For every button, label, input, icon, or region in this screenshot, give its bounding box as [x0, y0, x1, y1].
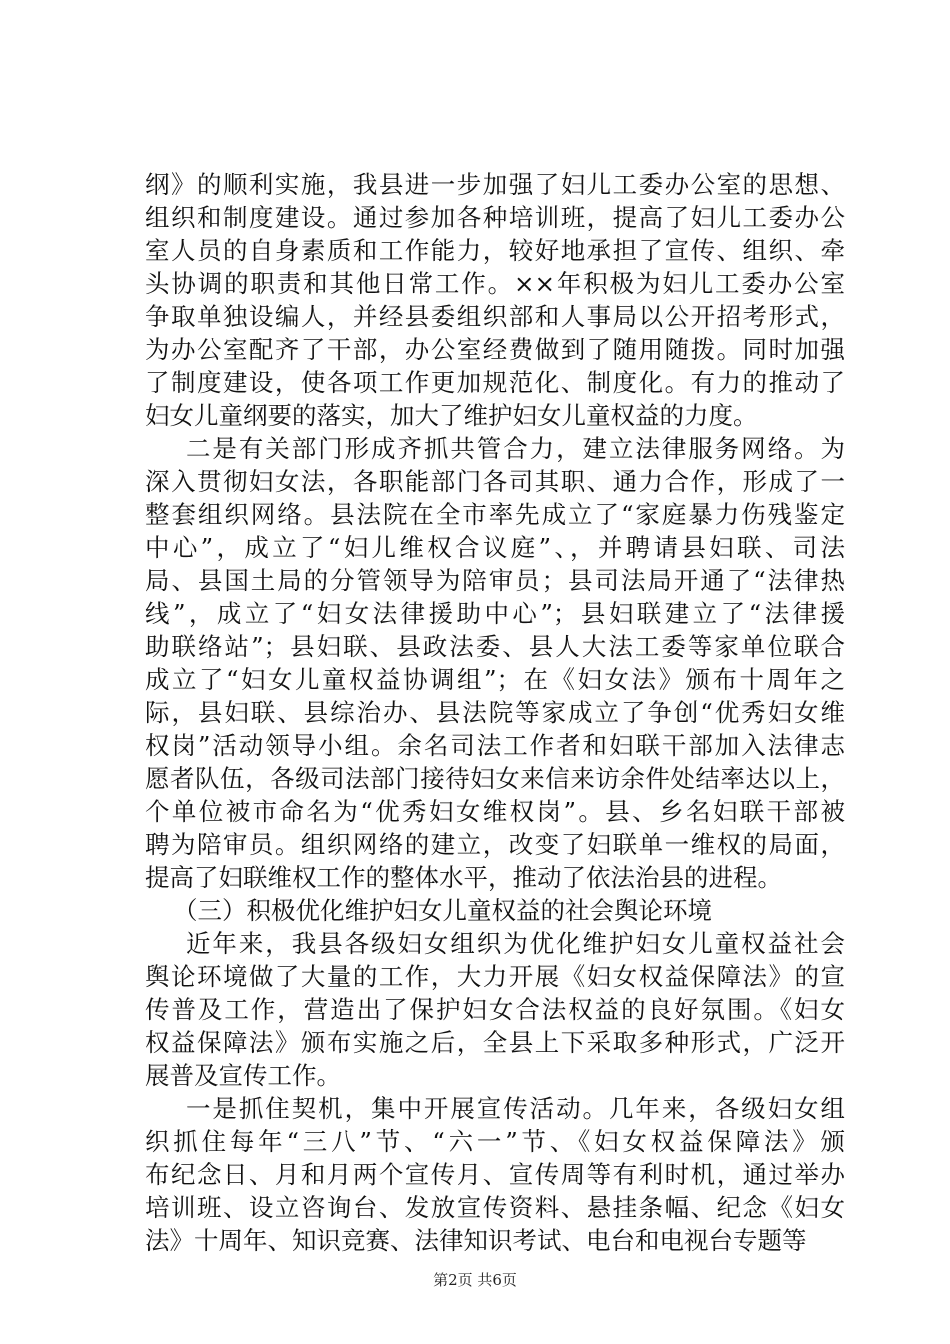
text-line: 际，县妇联、县综治办、县法院等家成立了争创“优秀妇女维	[145, 698, 845, 727]
text-line: 聘为陪审员。组织网络的建立，改变了妇联单一维权的局面，	[145, 830, 845, 859]
text-line: 织抓住每年“三八”节、“六一”节、《妇女权益保障法》颁	[145, 1127, 845, 1156]
document-body	[145, 168, 845, 1257]
text-line: 妇女儿童纲要的落实，加大了维护妇女儿童权益的力度。	[145, 401, 758, 430]
text-line: 纲》的顺利实施，我县进一步加强了妇儿工委办公室的思想、	[145, 170, 845, 199]
text-line: 个单位被市命名为“优秀妇女维权岗”。县、乡名妇联干部被	[145, 797, 845, 826]
text-line: 线”，成立了“妇女法律援助中心”；县妇联建立了“法律援	[145, 599, 845, 628]
text-line: 展普及宣传工作。	[145, 1061, 341, 1090]
text-line: 法》十周年、知识竞赛、法律知识考试、电台和电视台专题等	[145, 1226, 807, 1255]
text-line: 愿者队伍，各级司法部门接待妇女来信来访余件处结率达以上，	[145, 764, 845, 793]
section-heading	[145, 894, 845, 927]
text-line: 组织和制度建设。通过参加各种培训班，提高了妇儿工委办公	[145, 203, 845, 232]
page-footer: 第2页 共6页	[433, 1271, 517, 1289]
text-line: （三）积极优化维护妇女儿童权益的社会舆论环境	[173, 896, 712, 925]
text-line: 权岗”活动领导小组。余名司法工作者和妇联干部加入法律志	[145, 731, 845, 760]
text-line: 头协调的职责和其他日常工作。××年积极为妇儿工委办公室	[145, 269, 845, 298]
text-line: 深入贯彻妇女法，各职能部门各司其职、通力合作，形成了一	[145, 467, 845, 496]
text-line: 近年来，我县各级妇女组织为优化维护妇女儿童权益社会	[186, 929, 845, 958]
paragraph	[145, 927, 845, 1092]
text-line: 布纪念日、月和月两个宣传月、宣传周等有利时机，通过举办	[145, 1160, 845, 1189]
text-line: 整套组织网络。县法院在全市率先成立了“家庭暴力伤残鉴定	[145, 500, 845, 529]
text-line: 二是有关部门形成齐抓共管合力，建立法律服务网络。为	[186, 434, 845, 463]
paragraph	[145, 432, 845, 894]
text-line: 一是抓住契机，集中开展宣传活动。几年来，各级妇女组	[186, 1094, 845, 1123]
text-line: 成立了“妇女儿童权益协调组”；在《妇女法》颁布十周年之	[145, 665, 845, 694]
text-line: 权益保障法》颁布实施之后，全县上下采取多种形式，广泛开	[145, 1028, 845, 1057]
text-line: 了制度建设，使各项工作更加规范化、制度化。有力的推动了	[145, 368, 845, 397]
text-line: 局、县国土局的分管领导为陪审员；县司法局开通了“法律热	[145, 566, 845, 595]
text-line: 助联络站”；县妇联、县政法委、县人大法工委等家单位联合	[145, 632, 845, 661]
paragraph	[145, 1092, 845, 1257]
text-line: 培训班、设立咨询台、发放宣传资料、悬挂条幅、纪念《妇女	[145, 1193, 845, 1222]
text-line: 室人员的自身素质和工作能力，较好地承担了宣传、组织、牵	[145, 236, 845, 265]
text-line: 舆论环境做了大量的工作，大力开展《妇女权益保障法》的宣	[145, 962, 845, 991]
text-line: 传普及工作，营造出了保护妇女合法权益的良好氛围。《妇女	[145, 995, 845, 1024]
text-line: 中心”，成立了“妇儿维权合议庭”、，并聘请县妇联、司法	[145, 533, 845, 562]
text-line: 为办公室配齐了干部，办公室经费做到了随用随拨。同时加强	[145, 335, 845, 364]
text-line: 争取单独设编人，并经县委组织部和人事局以公开招考形式，	[145, 302, 845, 331]
paragraph	[145, 168, 845, 432]
text-line: 提高了妇联维权工作的整体水平，推动了依法治县的进程。	[145, 863, 782, 892]
